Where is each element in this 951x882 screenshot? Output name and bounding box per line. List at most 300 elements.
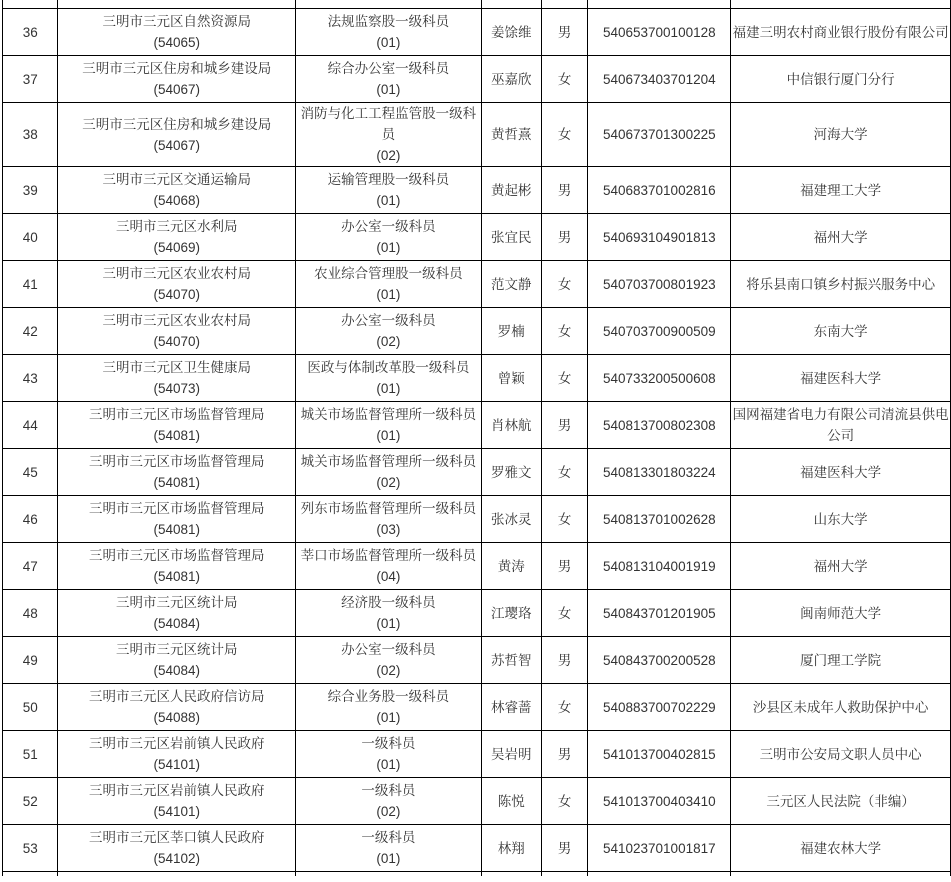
row-number: 51 [22,746,38,762]
exam-number: 540673403701204 [602,71,716,87]
position-title: 医政与体制改革股一级科员 [307,360,470,375]
position-cell [296,543,481,590]
organization-cell [731,825,951,872]
position-title: 农业综合管理股一级科员 [314,266,463,281]
name-cell [481,214,541,261]
position-code: (02) [376,804,401,819]
department-code: (54101) [153,757,201,772]
row-number: 48 [22,605,38,621]
exam-number: 540813700802308 [602,417,716,433]
candidate-name: 陈悦 [497,793,525,809]
candidate-name: 范文静 [490,276,532,292]
table-row [3,590,951,637]
position-title: 运输管理股一级科员 [327,172,450,187]
position-code: (01) [376,287,401,302]
organization-cell [731,402,951,449]
row-number: 37 [22,71,38,87]
department-code: (54070) [153,334,201,349]
organization: 福建农林大学 [800,840,882,856]
empty-cell [481,872,541,877]
table-row [3,56,951,103]
organization: 沙县区未成年人救助保护中心 [752,699,929,715]
department-code: (54073) [153,381,201,396]
position-cell [296,261,481,308]
exam-number: 540703700900509 [602,323,716,339]
exam-number: 540843700200528 [602,652,716,668]
table-row [3,496,951,543]
row-number: 42 [22,323,38,339]
exam-number: 540673701300225 [602,127,716,142]
position-title: 办公室一级科员 [341,642,436,657]
gender-cell [541,9,587,56]
name-cell [481,449,541,496]
organization: 中信银行厦门分行 [786,71,895,87]
candidate-name: 曾颖 [497,370,525,386]
gender: 女 [557,699,572,715]
table-row [3,731,951,778]
exam-number: 540843701201905 [602,605,716,621]
gender-cell [541,637,587,684]
gender-cell [541,214,587,261]
department-code: (54081) [153,569,201,584]
table-row [3,778,951,825]
gender-cell [541,103,587,167]
position-code: (02) [376,148,401,163]
table-row [3,402,951,449]
organization: 东南大学 [813,323,868,339]
organization-cell [731,56,951,103]
position-title: 法规监察股一级科员 [327,14,450,29]
organization: 厦门理工学院 [800,652,882,668]
table-row [3,543,951,590]
exam-number-cell [588,825,731,872]
organization: 福建医科大学 [800,464,882,480]
department-code: (54084) [153,616,201,631]
department-cell [58,684,296,731]
name-cell [481,637,541,684]
table-row [3,308,951,355]
gender-cell [541,778,587,825]
row-number: 49 [22,652,38,668]
exam-number: 540683701002816 [602,182,716,198]
row-number: 44 [22,417,38,433]
row-number-cell [3,637,58,684]
row-number: 40 [22,229,38,245]
department-name: 三明市三元区农业农村局 [102,313,252,328]
position-code: (01) [376,851,401,866]
name-cell [481,543,541,590]
name-cell [481,56,541,103]
empty-cell [58,0,296,9]
position-cell [296,308,481,355]
row-number-cell [3,56,58,103]
position-title: 综合办公室一级科员 [327,61,450,76]
position-title: 办公室一级科员 [341,219,436,234]
exam-number-cell [588,261,731,308]
name-cell [481,402,541,449]
department-cell [58,402,296,449]
department-name: 三明市三元区人民政府信访局 [89,689,265,704]
organization-cell [731,355,951,402]
candidates-table [2,0,951,876]
organization-cell [731,9,951,56]
department-code: (54069) [153,240,201,255]
position-code: (02) [376,475,401,490]
position-cell [296,449,481,496]
row-number: 36 [22,24,38,40]
organization-cell [731,684,951,731]
gender: 男 [557,229,572,245]
position-cell [296,402,481,449]
department-cell [58,778,296,825]
position-title: 消防与化工工程监管股一级科员 [300,106,477,142]
row-number-cell [3,778,58,825]
table-row [3,825,951,872]
empty-cell [58,872,296,877]
position-cell [296,214,481,261]
gender: 女 [557,370,572,386]
row-number-cell [3,9,58,56]
organization-cell [731,590,951,637]
empty-cell [3,0,58,9]
exam-number: 540733200500608 [602,370,716,386]
table-row [3,167,951,214]
position-title: 城关市场监督管理所一级科员 [300,407,477,422]
row-number: 38 [22,127,38,142]
row-number: 41 [22,276,38,292]
department-name: 三明市三元区交通运输局 [102,172,252,187]
organization-cell [731,496,951,543]
organization-cell [731,103,951,167]
exam-number-cell [588,214,731,261]
position-code: (01) [376,616,401,631]
empty-cell [3,872,58,877]
department-code: (54101) [153,804,201,819]
gender: 男 [557,746,572,762]
exam-number: 540813301803224 [602,464,716,480]
department-cell [58,825,296,872]
exam-number: 540653700100128 [602,24,716,40]
row-number-cell [3,355,58,402]
gender-cell [541,261,587,308]
position-cell [296,684,481,731]
position-cell [296,9,481,56]
gender: 女 [557,127,572,142]
exam-number-cell [588,590,731,637]
department-cell [58,261,296,308]
row-number-cell [3,496,58,543]
gender-cell [541,731,587,778]
candidate-name: 黄起彬 [490,182,532,198]
department-cell [58,56,296,103]
name-cell [481,355,541,402]
exam-number: 541013700402815 [602,746,716,762]
department-name: 三明市三元区统计局 [116,595,238,610]
department-cell [58,167,296,214]
position-code: (01) [376,193,401,208]
name-cell [481,731,541,778]
exam-number-cell [588,308,731,355]
organization: 福州大学 [813,558,868,574]
gender: 女 [557,464,572,480]
candidate-name: 罗雅文 [490,464,532,480]
gender-cell [541,167,587,214]
department-name: 三明市三元区农业农村局 [102,266,252,281]
gender: 女 [557,605,572,621]
row-number: 46 [22,511,38,527]
candidate-name: 林翔 [497,840,525,856]
department-code: (54070) [153,287,201,302]
row-number-cell [3,261,58,308]
row-number: 39 [22,182,38,198]
department-cell [58,637,296,684]
empty-cell [541,0,587,9]
row-number-cell [3,590,58,637]
table-row [3,355,951,402]
department-cell [58,449,296,496]
organization-cell [731,308,951,355]
name-cell [481,778,541,825]
gender-cell [541,355,587,402]
gender-cell [541,684,587,731]
position-cell [296,355,481,402]
gender-cell [541,496,587,543]
position-code: (03) [376,522,401,537]
organization: 三元区人民法院（非编） [766,793,915,809]
position-code: (01) [376,428,401,443]
gender: 女 [557,71,572,87]
table-row [3,684,951,731]
row-number-cell [3,214,58,261]
gender: 男 [557,417,572,433]
position-title: 列东市场监督管理所一级科员 [300,501,477,516]
empty-cell [481,0,541,9]
organization: 将乐县南口镇乡村振兴服务中心 [746,276,936,292]
exam-number: 540813701002628 [602,511,716,527]
gender: 男 [557,558,572,574]
candidate-name: 罗楠 [497,323,525,339]
row-number-cell [3,449,58,496]
position-title: 办公室一级科员 [341,313,436,328]
candidate-name: 江璎珞 [490,605,532,621]
position-code: (01) [376,757,401,772]
row-number-cell [3,103,58,167]
position-cell [296,778,481,825]
name-cell [481,590,541,637]
row-number-cell [3,731,58,778]
department-cell [58,355,296,402]
department-name: 三明市三元区住房和城乡建设局 [82,116,272,132]
row-number-cell [3,402,58,449]
department-cell [58,9,296,56]
exam-number-cell [588,684,731,731]
organization: 福州大学 [813,229,868,245]
exam-number-cell [588,496,731,543]
table-row [3,449,951,496]
department-code: (54084) [153,663,201,678]
department-code: (54065) [153,35,201,50]
department-cell [58,496,296,543]
gender: 男 [557,182,572,198]
row-number-cell [3,167,58,214]
exam-number-cell [588,402,731,449]
exam-number-cell [588,543,731,590]
department-name: 三明市三元区自然资源局 [102,14,252,29]
gender-cell [541,449,587,496]
position-title: 综合业务股一级科员 [327,689,450,704]
row-number-cell [3,543,58,590]
position-title: 一级科员 [361,783,416,798]
department-name: 三明市三元区市场监督管理局 [89,548,265,563]
exam-number: 541023701001817 [602,840,716,856]
department-code: (54081) [153,428,201,443]
table-row [3,637,951,684]
position-code: (01) [376,710,401,725]
empty-cell [588,0,731,9]
organization: 国网福建省电力有限公司清流县供电公司 [732,407,949,443]
row-number: 45 [22,464,38,480]
organization: 福建医科大学 [800,370,882,386]
empty-cell [541,872,587,877]
candidate-name: 巫嘉欣 [490,71,532,87]
position-cell [296,496,481,543]
exam-number-cell [588,449,731,496]
exam-number-cell [588,9,731,56]
row-number: 47 [22,558,38,574]
gender: 女 [557,793,572,809]
row-number-cell [3,308,58,355]
department-code: (54081) [153,475,201,490]
department-cell [58,543,296,590]
department-name: 三明市三元区住房和城乡建设局 [82,61,272,76]
department-cell [58,103,296,167]
row-number-cell [3,684,58,731]
name-cell [481,684,541,731]
organization: 河海大学 [813,127,868,142]
department-name: 三明市三元区莘口镇人民政府 [89,830,265,845]
department-name: 三明市三元区市场监督管理局 [89,454,265,469]
position-code: (01) [376,82,401,97]
position-title: 一级科员 [361,830,416,845]
empty-cell [731,0,951,9]
name-cell [481,261,541,308]
gender: 男 [557,24,572,40]
candidate-name: 黄哲熹 [490,127,532,142]
gender: 女 [557,276,572,292]
department-cell [58,731,296,778]
position-title: 一级科员 [361,736,416,751]
department-name: 三明市三元区市场监督管理局 [89,501,265,516]
exam-number-cell [588,637,731,684]
exam-number-cell [588,731,731,778]
organization-cell [731,637,951,684]
table-row [3,9,951,56]
position-code: (04) [376,569,401,584]
gender-cell [541,543,587,590]
department-name: 三明市三元区岩前镇人民政府 [89,736,265,751]
name-cell [481,167,541,214]
department-name: 三明市三元区市场监督管理局 [89,407,265,422]
position-cell [296,167,481,214]
candidate-name: 林睿蔷 [490,699,532,715]
name-cell [481,496,541,543]
name-cell [481,825,541,872]
empty-cell [296,0,481,9]
department-code: (54067) [153,82,201,97]
table-row [3,261,951,308]
position-cell [296,731,481,778]
row-number: 50 [22,699,38,715]
row-number: 43 [22,370,38,386]
position-cell [296,590,481,637]
empty-cell [731,872,951,877]
name-cell [481,9,541,56]
candidate-name: 吴岩明 [490,746,532,762]
department-code: (54102) [153,851,201,866]
row-number: 53 [22,840,38,856]
position-title: 莘口市场监督管理所一级科员 [300,548,477,563]
row-number: 52 [22,793,38,809]
organization-cell [731,449,951,496]
organization: 山东大学 [813,511,868,527]
organization: 福建理工大学 [800,182,882,198]
department-code: (54068) [153,193,201,208]
exam-number-cell [588,103,731,167]
organization-cell [731,543,951,590]
candidate-name: 肖林航 [490,417,532,433]
table-row [3,103,951,167]
department-cell [58,308,296,355]
position-code: (01) [376,240,401,255]
candidate-name: 姜馀维 [490,24,532,40]
exam-number-cell [588,355,731,402]
position-code: (01) [376,35,401,50]
department-code: (54088) [153,710,201,725]
partial-row-bottom [3,872,951,877]
position-cell [296,56,481,103]
exam-number: 540703700801923 [602,276,716,292]
empty-cell [588,872,731,877]
partial-row-top [3,0,951,9]
position-code: (02) [376,334,401,349]
candidate-name: 张宜民 [490,229,532,245]
row-number-cell [3,825,58,872]
exam-number: 540813104001919 [602,558,716,574]
gender: 男 [557,840,572,856]
department-cell [58,590,296,637]
organization-cell [731,731,951,778]
gender: 男 [557,652,572,668]
name-cell [481,308,541,355]
position-code: (01) [376,381,401,396]
empty-cell [296,872,481,877]
organization-cell [731,778,951,825]
position-title: 经济股一级科员 [341,595,436,610]
exam-number: 541013700403410 [602,793,716,809]
department-name: 三明市三元区统计局 [116,642,238,657]
gender: 女 [557,511,572,527]
exam-number-cell [588,56,731,103]
position-code: (02) [376,663,401,678]
gender-cell [541,308,587,355]
organization-cell [731,214,951,261]
candidate-name: 黄涛 [497,558,525,574]
department-name: 三明市三元区岩前镇人民政府 [89,783,265,798]
exam-number: 540693104901813 [602,229,716,245]
department-cell [58,214,296,261]
position-cell [296,103,481,167]
candidate-name: 苏哲智 [490,652,532,668]
